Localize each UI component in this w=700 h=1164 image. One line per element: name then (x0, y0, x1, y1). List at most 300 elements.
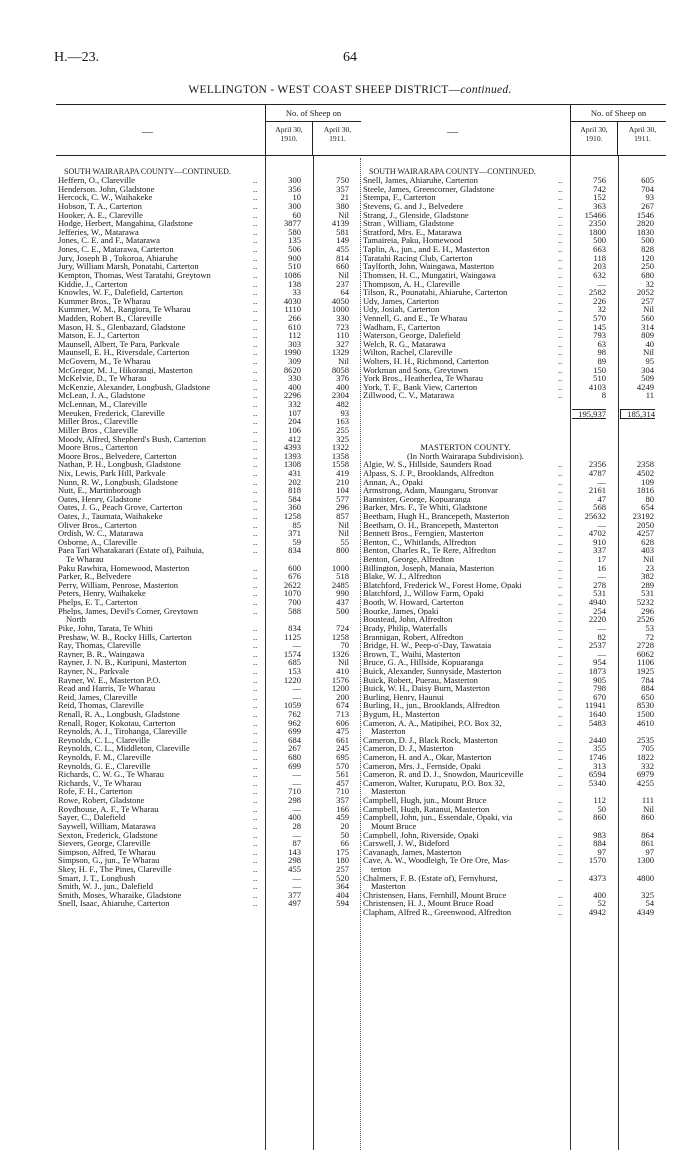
table-row (56, 288, 361, 297)
owner-name: Kiddie, J., Carterton (58, 279, 128, 289)
owner-name: Alpass, S. J. P., Brooklands, Alfredton (363, 468, 494, 478)
owner-name: McLennan, M., Clareville (58, 400, 148, 409)
count-1910: 1110 (284, 304, 301, 315)
leader-dots: .. (558, 907, 563, 918)
leader-dots: .. (558, 640, 563, 651)
count-1910: 254 (593, 605, 606, 616)
count-1910: 1640 (588, 709, 606, 719)
count-1910: 983 (593, 829, 606, 840)
owner-name: Cave, A. W., Woodleigh, Te Ore Ore, Mas- (363, 856, 510, 865)
table-row (361, 874, 666, 883)
table-row (56, 426, 361, 435)
leader-dots: .. (558, 665, 563, 676)
leader-dots: .. (558, 657, 563, 668)
owner-name: Wolters, H. H., Richmond, Carterton (363, 357, 489, 366)
table-row (56, 736, 361, 745)
count-1910: 510 (593, 373, 606, 384)
owner-name: Billington, Joseph, Manaia, Masterton (363, 563, 495, 573)
count-1911: 40 (645, 338, 654, 349)
count-1911: 713 (336, 709, 349, 719)
owner-name: Nunn, R. W., Longbush, Gladstone (58, 477, 178, 487)
count-1911: 520 (336, 872, 349, 883)
owner-name: Campbell, Hugh, jun., Mount Bruce (363, 796, 487, 805)
table-row (56, 658, 361, 667)
count-1910: 82 (597, 631, 606, 642)
table-row (361, 667, 666, 676)
count-1910: 87 (292, 838, 301, 849)
table-row (56, 598, 361, 607)
leader-dots: .. (253, 338, 258, 349)
sheep-count-title: No. of Sheep on (571, 105, 666, 122)
count-1910: 332 (288, 399, 301, 410)
count-1910: 202 (288, 476, 301, 487)
leader-dots: .. (253, 235, 258, 246)
center-heading (361, 452, 666, 461)
owner-name: Taplin, A., jun., and E. H., Masterton (363, 245, 490, 254)
count-1911: 560 (641, 312, 654, 323)
owner-name: Reynolds, G. E., Clareville (58, 761, 151, 771)
count-1910: 309 (288, 356, 301, 367)
leader-dots: .. (253, 312, 258, 323)
count-1910: 226 (593, 295, 606, 306)
table-row (361, 693, 666, 702)
owner-name: North (66, 615, 86, 624)
owner-name: Miller Bros , Clareville (58, 425, 138, 435)
name-column-header: — (447, 126, 458, 138)
count-1910: 278 (593, 579, 606, 590)
count-1910: 47 (597, 493, 606, 504)
leader-dots: .. (253, 838, 258, 849)
owner-name: Masterton (371, 727, 406, 736)
count-1911: 990 (336, 588, 349, 599)
count-1911: 185,314 (620, 409, 655, 420)
leader-dots: .. (558, 622, 563, 633)
leader-dots: .. (558, 321, 563, 332)
table-row (56, 865, 361, 874)
leader-dots: .. (558, 648, 563, 659)
count-1911: 455 (336, 244, 349, 255)
table-row (56, 667, 361, 676)
count-1911: 245 (336, 743, 349, 754)
leader-dots: .. (558, 347, 563, 358)
leader-dots: .. (253, 769, 258, 780)
leader-dots: .. (253, 709, 258, 719)
table-row (56, 753, 361, 762)
leader-dots: .. (558, 295, 563, 306)
leader-dots: .. (253, 674, 258, 685)
count-1910: — (597, 622, 606, 633)
owner-name: Beetham, O. H., Brancepeth, Masterton (363, 520, 499, 530)
owner-name: Masterton (371, 882, 406, 891)
table-row (361, 831, 666, 840)
count-1911: 1300 (636, 855, 654, 866)
table-row (56, 503, 361, 512)
count-1910: 371 (288, 528, 301, 539)
owner-name: Clapham, Alfred R., Greenwood, Alfredton (363, 908, 512, 917)
table-row (56, 202, 361, 211)
count-1911: 4610 (636, 717, 654, 728)
leader-dots: .. (253, 597, 258, 608)
owner-name: Cameron, D. J., Black Rock, Masterton (363, 735, 498, 745)
owner-name: Oates, Henry, Gladstone (58, 494, 142, 504)
owner-name: Sayer, C., Dalefield (58, 813, 126, 822)
count-1911: 650 (641, 691, 654, 702)
leader-dots: .. (558, 562, 563, 573)
leader-dots: .. (558, 717, 563, 728)
owner-name: Oliver Bros., Carterton (58, 520, 137, 530)
name-column-header: — (142, 126, 153, 138)
owner-name: Phelps, E. T., Carterton (58, 598, 138, 607)
owner-name: Brown, T., Waihi, Masterton (363, 649, 461, 659)
table-row (361, 340, 666, 349)
count-1910: 25632 (584, 510, 606, 521)
owner-name: Boustead, John, Alfredton (363, 615, 453, 624)
count-1910: 118 (593, 252, 606, 263)
table-row (361, 288, 666, 297)
count-1911: Nil (338, 519, 349, 530)
count-1911: 237 (336, 278, 349, 289)
leader-dots: .. (253, 846, 258, 857)
count-1910: 298 (288, 855, 301, 866)
owner-name: Taylforth, John, Waingawa, Masterton (363, 262, 495, 271)
count-1911: 809 (641, 330, 654, 341)
count-1910: 153 (288, 665, 301, 676)
leader-dots: .. (558, 605, 563, 616)
leader-dots: .. (558, 597, 563, 608)
table-row (56, 193, 361, 202)
count-1910: 700 (288, 597, 301, 608)
leader-dots: .. (253, 588, 258, 599)
table-row (56, 185, 361, 194)
count-1910: 632 (593, 269, 606, 280)
table-row (361, 770, 666, 779)
table-row (56, 409, 361, 418)
table-row (56, 176, 361, 185)
count-1910: 580 (288, 226, 301, 237)
count-1911: 70 (340, 640, 349, 651)
count-1911: 267 (641, 201, 654, 212)
leader-dots: .. (558, 312, 563, 323)
count-1910: 303 (288, 338, 301, 349)
count-1911: 120 (641, 252, 654, 263)
table-row (361, 546, 666, 555)
count-1910: 63 (597, 338, 606, 349)
count-1910: 531 (593, 588, 606, 599)
table-row (361, 607, 666, 616)
count-1910: 910 (593, 536, 606, 547)
table-row (56, 529, 361, 538)
count-1910: 107 (288, 407, 301, 418)
count-1910: 568 (593, 502, 606, 513)
table-row (361, 176, 666, 185)
table-row (361, 383, 666, 392)
table-row (361, 701, 666, 710)
owner-name: Cavanagh, James, Masterton (363, 847, 462, 857)
table-row (56, 546, 361, 555)
count-1911: 4139 (331, 218, 349, 229)
table-row (56, 443, 361, 452)
leader-dots: .. (253, 743, 258, 754)
owner-name: Buick, Alexander, Sunnyside, Masterton (363, 666, 502, 676)
table-row (56, 262, 361, 271)
owner-name: Benton, George, Alfredton (363, 555, 454, 564)
count-1910: 699 (288, 726, 301, 737)
count-1911: 680 (641, 269, 654, 280)
count-1910: 8 (601, 390, 606, 401)
leader-dots: .. (253, 898, 258, 909)
owner-name: Smith, Moses, Wharaike, Gladstone (58, 890, 182, 900)
count-1911: 1000 (331, 562, 349, 573)
table-row (361, 503, 666, 512)
count-1911: 376 (336, 373, 349, 384)
count-1911: 1558 (331, 459, 349, 470)
count-1911: 674 (336, 700, 349, 711)
table-row (56, 564, 361, 573)
count-1910: 1574 (283, 648, 301, 659)
count-1911: 109 (641, 476, 654, 487)
owner-name: Simpson, G., jun., Te Wharau (58, 856, 160, 865)
count-1910: 2356 (588, 459, 606, 470)
owner-name: Cameron, D. J., Masterton (363, 744, 454, 754)
table-row (361, 348, 666, 357)
count-1911: 1925 (636, 665, 654, 676)
count-1910: 4940 (588, 597, 606, 608)
leader-dots: .. (558, 356, 563, 367)
table-row (361, 762, 666, 771)
count-1910: 756 (593, 175, 606, 186)
table-row (56, 615, 361, 624)
count-1910: 97 (597, 846, 606, 857)
page-title (0, 84, 700, 96)
leader-dots: .. (253, 356, 258, 367)
owner-name: Brady, Philip, Waterfalls (363, 623, 448, 633)
count-1911: 4255 (636, 777, 654, 788)
table-row (361, 564, 666, 573)
table-row (56, 701, 361, 710)
leader-dots: .. (253, 226, 258, 237)
leader-dots: .. (253, 201, 258, 212)
leader-dots: .. (558, 226, 563, 237)
owner-name: Bridge, H. W., Peep-o'-Day, Tawataia (363, 641, 492, 650)
owner-name: Armstrong, Adam, Maungaru, Stronvar (363, 486, 498, 495)
leader-dots: .. (253, 502, 258, 513)
count-1911: 325 (336, 433, 349, 444)
leader-dots: .. (558, 287, 563, 298)
table-row (56, 770, 361, 779)
count-1911: 1576 (331, 674, 349, 685)
owner-name: Reynolds, A. J., Tirohanga, Clareville (58, 727, 187, 736)
blank-row (361, 417, 666, 426)
count-1910: 676 (288, 571, 301, 582)
table-row (361, 822, 666, 831)
count-1911: 4249 (636, 381, 654, 392)
owner-name: Mason, H. S., Glenbazard, Gladstone (58, 322, 186, 332)
count-1910: 1746 (588, 752, 606, 763)
leader-dots: .. (253, 364, 258, 375)
count-1911: 814 (336, 252, 349, 263)
table-row (56, 435, 361, 444)
leader-dots: .. (253, 330, 258, 341)
leader-dots: .. (558, 898, 563, 909)
owner-name: Jury, Joseph B , Tokoroa, Ahiaruhe (58, 253, 178, 263)
table-row (56, 374, 361, 383)
count-1911: 332 (641, 760, 654, 771)
count-1911: 11 (645, 390, 654, 401)
table-row (56, 538, 361, 547)
owner-name: Rowe, Robert, Gladstone (58, 796, 145, 805)
count-1911: 724 (336, 622, 349, 633)
table-row (56, 512, 361, 521)
count-1911: 64 (340, 287, 349, 298)
table-row (56, 469, 361, 478)
table-row (56, 899, 361, 908)
leader-dots: .. (253, 777, 258, 788)
leader-dots: .. (253, 390, 258, 401)
table-row (56, 305, 361, 314)
owner-name: Masterton (371, 787, 406, 797)
table-row (361, 374, 666, 383)
table-row (56, 572, 361, 581)
owner-name: Reid, Thomas, Clareville (58, 701, 144, 711)
count-1911: 1830 (636, 226, 654, 237)
leader-dots: .. (253, 812, 258, 823)
owner-name: Strang, J., Glenside, Gladstone (363, 210, 469, 220)
count-1911: 606 (336, 717, 349, 728)
table-row (56, 366, 361, 375)
leader-dots: .. (253, 261, 258, 272)
count-1910: 600 (288, 562, 301, 573)
count-1911: 149 (336, 235, 349, 246)
owner-name: Nathan, P. H., Longbush, Gladstone (58, 460, 181, 469)
count-1911: 457 (336, 777, 349, 788)
owner-name: Pike, John, Tarata, Te Whiti (58, 623, 153, 633)
count-1911: 4800 (636, 872, 654, 883)
table-row (361, 219, 666, 228)
table-row (56, 874, 361, 883)
table-row (56, 245, 361, 254)
left-table (56, 104, 361, 1150)
table-row (56, 693, 361, 702)
table-row (361, 891, 666, 900)
table-row (361, 727, 666, 736)
table-row (361, 228, 666, 237)
table-row (56, 624, 361, 633)
table-row (361, 633, 666, 642)
table-row (56, 357, 361, 366)
count-1911: 419 (336, 467, 349, 478)
count-1910: 98 (597, 347, 606, 358)
blank-row (361, 159, 666, 168)
count-1911: 93 (340, 407, 349, 418)
leader-dots: .. (558, 485, 563, 496)
count-1911: 257 (336, 863, 349, 874)
table-row (361, 271, 666, 280)
leader-dots: .. (253, 218, 258, 229)
owner-name: Rayner, N., Parkvale (58, 666, 130, 676)
count-1910: 1990 (283, 347, 301, 358)
count-1910: 8620 (283, 364, 301, 375)
owner-name: Saywell, William, Matarawa (58, 821, 156, 831)
count-1911: Nil (338, 269, 349, 280)
count-1910: 905 (593, 674, 606, 685)
leader-dots: .. (253, 278, 258, 289)
owner-name: York Bros., Heatherlea, Te Wharau (363, 374, 483, 383)
table-row (361, 297, 666, 306)
leader-dots: .. (253, 640, 258, 651)
count-1911: 577 (336, 493, 349, 504)
leader-dots: .. (253, 683, 258, 694)
leader-dots: .. (253, 829, 258, 840)
count-1910: 143 (288, 846, 301, 857)
owner-name: Cameron, H. and A., Okar, Masterton (363, 753, 492, 762)
owner-name: Chalmers, F. B. (Estate of), Fernyhurst, (363, 873, 498, 883)
leader-dots: .. (558, 502, 563, 513)
count-1911: 166 (336, 803, 349, 814)
right-table-header (361, 104, 666, 156)
count-1910: 2220 (588, 614, 606, 625)
leader-dots: .. (253, 321, 258, 332)
leader-dots: .. (558, 579, 563, 590)
count-1911: 23 (645, 562, 654, 573)
count-1911: 250 (641, 261, 654, 272)
count-1911: 570 (336, 760, 349, 771)
owner-name: Renall, Roger, Kokotau, Carterton (58, 718, 176, 728)
table-row (361, 658, 666, 667)
count-1911: Nil (338, 528, 349, 539)
count-1911: 705 (641, 743, 654, 754)
count-1911: 500 (641, 235, 654, 246)
leader-dots: .. (253, 579, 258, 590)
leader-dots: .. (558, 467, 563, 478)
count-1911: 296 (641, 605, 654, 616)
count-1911: Nil (643, 554, 654, 565)
owner-name: Paku Rawhira, Homewood, Masterton (58, 563, 190, 573)
table-row (56, 555, 361, 564)
count-1910: 1800 (588, 226, 606, 237)
leader-dots: .. (253, 717, 258, 728)
paper-reference: H.—23. (54, 50, 100, 65)
right-table-body (361, 156, 666, 917)
table-row (56, 805, 361, 814)
count-1910: 500 (593, 235, 606, 246)
count-1910: 1086 (283, 269, 301, 280)
owner-name: Burling, H., jun., Brooklands, Alfredton (363, 701, 500, 711)
leader-dots: .. (558, 743, 563, 754)
count-1911: 1546 (636, 209, 654, 220)
owner-name: Hobson, T. A., Carterton (58, 202, 142, 211)
count-1911: 66 (340, 838, 349, 849)
count-1911: Nil (338, 356, 349, 367)
count-1910: 1308 (283, 459, 301, 470)
leader-dots: .. (558, 760, 563, 771)
owner-name: Benton, C., Whitlands, Alfredton (363, 537, 477, 547)
table-row (361, 805, 666, 814)
count-1911: 21 (340, 192, 349, 203)
leader-dots: .. (253, 459, 258, 470)
owner-name: Meeuken, Frederick, Clareville (58, 408, 165, 418)
leader-dots: .. (253, 571, 258, 582)
count-1910: 762 (288, 709, 301, 719)
table-row (56, 848, 361, 857)
count-1911: 2820 (636, 218, 654, 229)
leader-dots: .. (253, 631, 258, 642)
leader-dots: .. (558, 683, 563, 694)
leader-dots: .. (558, 338, 563, 349)
count-1911: Nil (338, 657, 349, 668)
owner-name: Burling, Henry, Haunui (363, 692, 444, 702)
leader-dots: .. (253, 407, 258, 418)
leader-dots: .. (558, 218, 563, 229)
